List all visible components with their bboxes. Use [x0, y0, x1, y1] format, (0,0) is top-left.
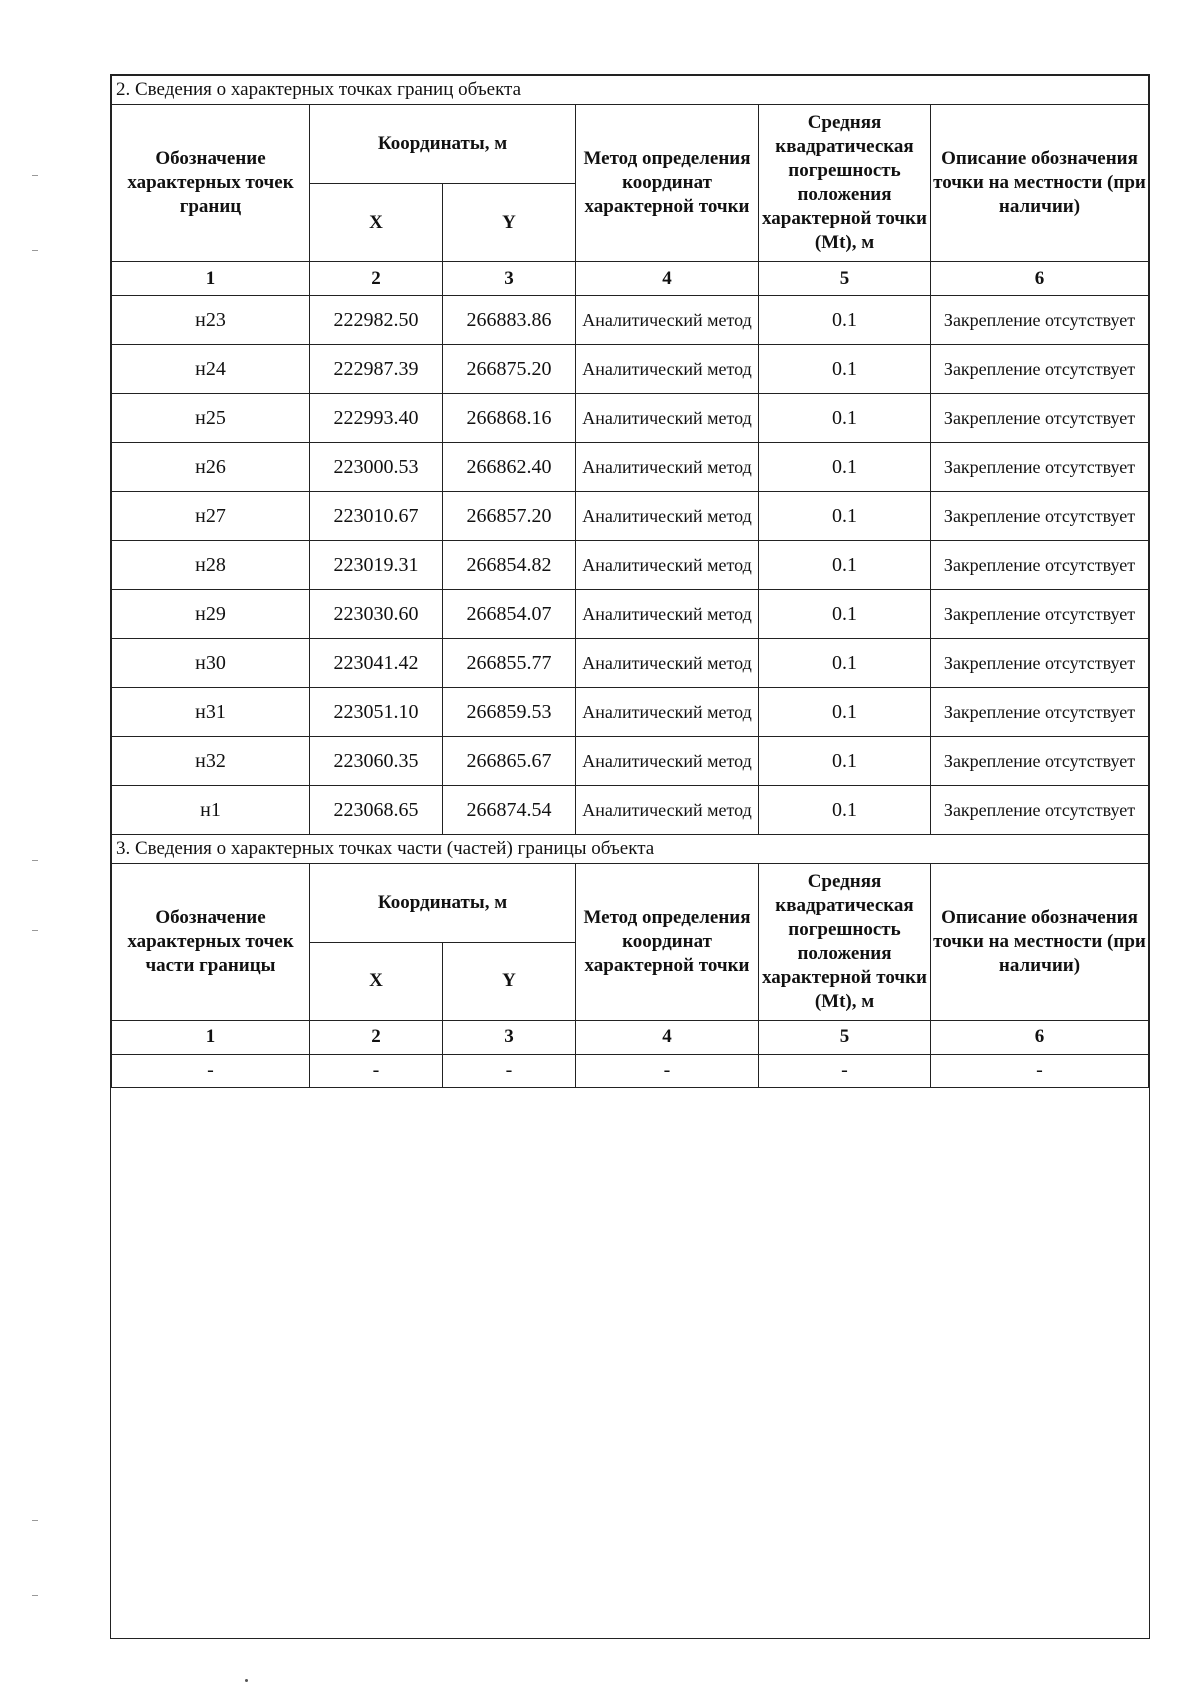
coord-y: 266859.53 — [443, 688, 576, 737]
method: Аналитический метод — [576, 394, 759, 443]
header-y: Y — [443, 184, 576, 262]
mt-value: 0.1 — [759, 296, 931, 345]
table-row — [112, 492, 1149, 541]
method: Аналитический метод — [576, 786, 759, 835]
description: Закрепление отсутствует — [931, 688, 1149, 737]
point-id: н27 — [112, 492, 310, 541]
scan-mark — [32, 175, 38, 176]
column-number: 5 — [759, 262, 931, 296]
point-id: н28 — [112, 541, 310, 590]
coord-x: 223068.65 — [310, 786, 443, 835]
coord-x: 223060.35 — [310, 737, 443, 786]
scan-mark — [32, 250, 38, 251]
mt-value: 0.1 — [759, 443, 931, 492]
scan-dot — [245, 1679, 248, 1682]
coord-x: 223041.42 — [310, 639, 443, 688]
mt-value: 0.1 — [759, 345, 931, 394]
column-number: 2 — [310, 1020, 443, 1054]
coord-x: 222987.39 — [310, 345, 443, 394]
point-id: н24 — [112, 345, 310, 394]
mt-value: 0.1 — [759, 394, 931, 443]
table-cell: - — [310, 1054, 443, 1087]
part-boundary-points-table — [111, 834, 1149, 1088]
table-row — [112, 443, 1149, 492]
point-id: н31 — [112, 688, 310, 737]
method: Аналитический метод — [576, 639, 759, 688]
scan-mark — [32, 1520, 38, 1521]
point-id: н26 — [112, 443, 310, 492]
header-y: Y — [443, 942, 576, 1020]
table-row — [112, 737, 1149, 786]
column-number: 1 — [112, 262, 310, 296]
header-coordinates: Координаты, м — [310, 105, 576, 184]
scan-mark — [32, 860, 38, 861]
mt-value: 0.1 — [759, 688, 931, 737]
table-row — [112, 296, 1149, 345]
point-id: н25 — [112, 394, 310, 443]
method: Аналитический метод — [576, 737, 759, 786]
mt-value: 0.1 — [759, 541, 931, 590]
description: Закрепление отсутствует — [931, 737, 1149, 786]
point-id: н23 — [112, 296, 310, 345]
mt-value: 0.1 — [759, 492, 931, 541]
coord-x: 223010.67 — [310, 492, 443, 541]
point-id: н29 — [112, 590, 310, 639]
table-cell: - — [443, 1054, 576, 1087]
table-cell: - — [576, 1054, 759, 1087]
column-number: 4 — [576, 1020, 759, 1054]
method: Аналитический метод — [576, 443, 759, 492]
coord-y: 266862.40 — [443, 443, 576, 492]
point-id: н1 — [112, 786, 310, 835]
header-error: Средняя квадратическая погрешность положения характерной точки (Mt), м — [759, 863, 931, 1020]
coord-x: 223030.60 — [310, 590, 443, 639]
table-cell: - — [759, 1054, 931, 1087]
column-number: 6 — [931, 262, 1149, 296]
header-description: Описание обозначения точки на местности (при наличии) — [931, 105, 1149, 262]
method: Аналитический метод — [576, 541, 759, 590]
column-number: 1 — [112, 1020, 310, 1054]
column-number: 3 — [443, 1020, 576, 1054]
description: Закрепление отсутствует — [931, 786, 1149, 835]
header-x: X — [310, 184, 443, 262]
coord-y: 266865.67 — [443, 737, 576, 786]
coord-y: 266855.77 — [443, 639, 576, 688]
coord-y: 266883.86 — [443, 296, 576, 345]
table-row — [112, 541, 1149, 590]
table-cell: - — [112, 1054, 310, 1087]
coord-y: 266868.16 — [443, 394, 576, 443]
coord-y: 266875.20 — [443, 345, 576, 394]
coord-x: 222993.40 — [310, 394, 443, 443]
scan-mark — [32, 930, 38, 931]
section-3-title: 3. Сведения о характерных точках части (частей) границы объекта — [112, 834, 1149, 863]
header-coordinates: Координаты, м — [310, 863, 576, 942]
header-description: Описание обозначения точки на местности (при наличии) — [931, 863, 1149, 1020]
header-designation: Обозначение характерных точек части границы — [112, 863, 310, 1020]
table-row — [112, 345, 1149, 394]
method: Аналитический метод — [576, 345, 759, 394]
table-row — [112, 639, 1149, 688]
coord-x: 223000.53 — [310, 443, 443, 492]
table-row — [112, 688, 1149, 737]
table-row — [112, 1054, 1149, 1087]
table-row — [112, 590, 1149, 639]
description: Закрепление отсутствует — [931, 639, 1149, 688]
header-method: Метод определения координат характерной точки — [576, 863, 759, 1020]
method: Аналитический метод — [576, 688, 759, 737]
description: Закрепление отсутствует — [931, 443, 1149, 492]
mt-value: 0.1 — [759, 590, 931, 639]
boundary-points-table — [111, 75, 1149, 835]
column-number: 5 — [759, 1020, 931, 1054]
column-number: 6 — [931, 1020, 1149, 1054]
header-x: X — [310, 942, 443, 1020]
coord-x: 222982.50 — [310, 296, 443, 345]
description: Закрепление отсутствует — [931, 296, 1149, 345]
document-frame — [110, 74, 1150, 1639]
mt-value: 0.1 — [759, 737, 931, 786]
description: Закрепление отсутствует — [931, 541, 1149, 590]
column-number: 2 — [310, 262, 443, 296]
column-number: 3 — [443, 262, 576, 296]
table-row — [112, 394, 1149, 443]
boundary-points-rows — [112, 296, 1149, 835]
description: Закрепление отсутствует — [931, 394, 1149, 443]
header-method: Метод определения координат характерной точки — [576, 105, 759, 262]
coord-y: 266854.07 — [443, 590, 576, 639]
description: Закрепление отсутствует — [931, 590, 1149, 639]
column-number: 4 — [576, 262, 759, 296]
mt-value: 0.1 — [759, 786, 931, 835]
coord-y: 266854.82 — [443, 541, 576, 590]
table-row — [112, 786, 1149, 835]
section-2-title: 2. Сведения о характерных точках границ объекта — [112, 76, 1149, 105]
coord-y: 266874.54 — [443, 786, 576, 835]
table-cell: - — [931, 1054, 1149, 1087]
method: Аналитический метод — [576, 590, 759, 639]
coord-y: 266857.20 — [443, 492, 576, 541]
description: Закрепление отсутствует — [931, 492, 1149, 541]
point-id: н32 — [112, 737, 310, 786]
coord-x: 223051.10 — [310, 688, 443, 737]
mt-value: 0.1 — [759, 639, 931, 688]
method: Аналитический метод — [576, 492, 759, 541]
header-error: Средняя квадратическая погрешность положения характерной точки (Mt), м — [759, 105, 931, 262]
description: Закрепление отсутствует — [931, 345, 1149, 394]
method: Аналитический метод — [576, 296, 759, 345]
coord-x: 223019.31 — [310, 541, 443, 590]
scan-mark — [32, 1595, 38, 1596]
point-id: н30 — [112, 639, 310, 688]
header-designation: Обозначение характерных точек границ — [112, 105, 310, 262]
